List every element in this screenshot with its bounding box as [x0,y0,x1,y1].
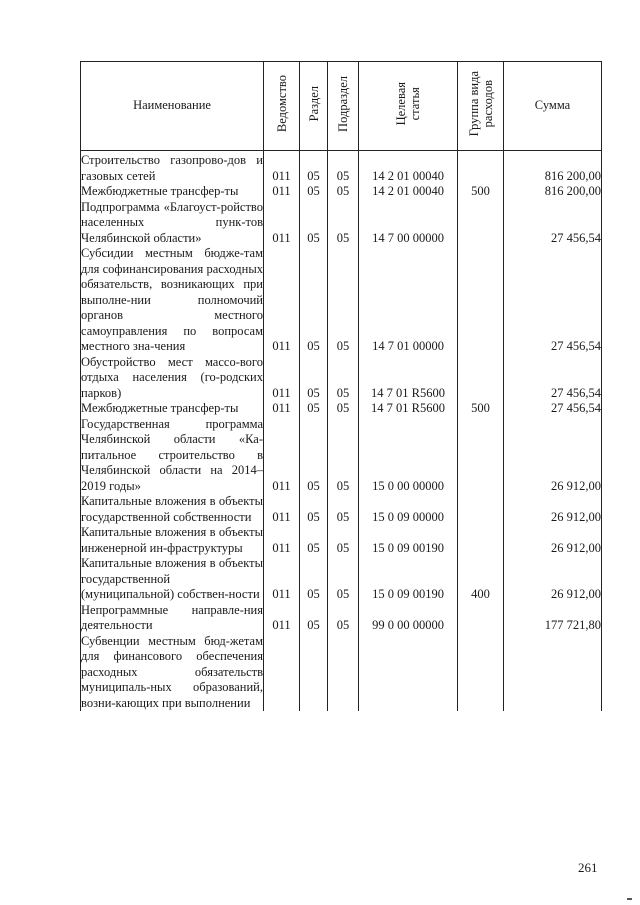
row-group: 500 [458,184,504,200]
header-subsection: Подраздел [328,62,359,151]
row-name: Капитальные вложения в объекты государственной собственности [81,494,263,524]
row-group [458,246,504,355]
row-section: 05 [300,151,328,185]
table-row [81,556,602,603]
row-subsection: 05 [328,494,359,525]
table-row [81,355,602,402]
row-sum: 26 912,00 [504,494,602,525]
row-subsection: 05 [328,355,359,402]
table-row [81,525,602,556]
row-section: 05 [300,200,328,247]
row-sum: 26 912,00 [504,525,602,556]
header-target: Целевая статья [359,62,458,151]
row-dept: 011 [264,184,300,200]
row-subsection: 05 [328,184,359,200]
row-target: 14 2 01 00040 [359,151,458,185]
row-name: Капитальные вложения в объекты инженерной ин-фраструктуры [81,525,263,555]
row-name: Субвенции местным бюд-жетам для финансового обеспечения расходных обязательств муниципаль-ных образований, возни-кающих при выполнении [81,633,263,710]
row-subsection: 05 [328,417,359,495]
table-row [81,401,602,417]
row-dept: 011 [264,494,300,525]
row-dept: 011 [264,355,300,402]
row-subsection: 05 [328,401,359,417]
table-row [81,151,602,185]
row-name: Строительство газопрово-дов и газовых сетей [81,151,264,185]
row-group [458,494,504,525]
page-number: 261 [578,860,598,875]
table-row [81,634,602,712]
table-header-row [81,62,602,151]
row-name: Непрограммные направле-ния деятельности [81,602,263,632]
row-sum: 26 912,00 [504,417,602,495]
row-group [458,200,504,247]
row-target: 14 7 01 R5600 [359,401,458,417]
row-sum: 27 456,54 [504,355,602,402]
row-group [458,634,504,712]
row-target: 15 0 09 00190 [359,556,458,603]
row-target [359,634,458,712]
header-dept: Ведомство [264,62,300,151]
table-row [81,603,602,634]
row-subsection: 05 [328,246,359,355]
row-section: 05 [300,246,328,355]
row-target: 14 7 00 00000 [359,200,458,247]
row-name: Капитальные вложения в объекты государственной (муниципальной) собствен-ности [81,556,263,601]
row-group [458,603,504,634]
table-row [81,184,602,200]
row-dept: 011 [264,246,300,355]
row-dept: 011 [264,603,300,634]
row-section: 05 [300,603,328,634]
row-group: 500 [458,401,504,417]
scan-mark [627,898,632,900]
row-target: 15 0 00 00000 [359,417,458,495]
row-target: 99 0 00 00000 [359,603,458,634]
header-section: Раздел [300,62,328,151]
row-section: 05 [300,417,328,495]
row-section: 05 [300,525,328,556]
row-target: 14 7 01 R5600 [359,355,458,402]
row-sum: 26 912,00 [504,556,602,603]
row-subsection: 05 [328,603,359,634]
row-group [458,417,504,495]
row-sum: 27 456,54 [504,246,602,355]
row-subsection: 05 [328,200,359,247]
row-section: 05 [300,494,328,525]
row-subsection: 05 [328,525,359,556]
row-sum: 816 200,00 [504,184,602,200]
row-section: 05 [300,401,328,417]
header-exp-group: Группа вида расходов [458,62,504,151]
header-sum: Сумма [504,62,602,151]
row-dept: 011 [264,417,300,495]
row-group: 400 [458,556,504,603]
row-dept: 011 [264,200,300,247]
row-target: 15 0 09 00190 [359,525,458,556]
header-name: Наименование [81,62,264,151]
row-subsection [328,634,359,712]
row-dept: 011 [264,401,300,417]
row-sum: 177 721,80 [504,603,602,634]
row-sum [504,634,602,712]
row-dept: 011 [264,151,300,185]
row-section: 05 [300,556,328,603]
row-section: 05 [300,184,328,200]
row-dept [264,634,300,712]
row-dept: 011 [264,525,300,556]
budget-table [80,61,602,711]
row-sum: 27 456,54 [504,401,602,417]
table-row [81,417,602,495]
row-sum: 816 200,00 [504,151,602,185]
table-row [81,246,602,355]
row-group [458,525,504,556]
row-subsection: 05 [328,556,359,603]
row-name: Межбюджетные трансфер-ты [81,401,264,417]
row-name: Подпрограмма «Благоуст-ройство населенных пунк-тов Челябинской области» [81,199,263,245]
row-group [458,151,504,185]
row-sum: 27 456,54 [504,200,602,247]
row-section: 05 [300,355,328,402]
table-row [81,494,602,525]
row-name: Межбюджетные трансфер-ты [81,184,264,200]
row-name: Обустройство мест массо-вого отдыха населения (го-родских парков) [81,354,263,400]
row-dept: 011 [264,556,300,603]
row-name: Государственная программа Челябинской области «Ка-питальное строительство в Челябинской области на 2014–2019 годы» [81,416,263,493]
row-section [300,634,328,712]
row-name: Субсидии местным бюдже-там для софинансирования расходных обязательств, возникающих при выполне-нии полномочий органов местного самоуправления по вопросам местного зна-чения [81,246,263,353]
row-target: 15 0 09 00000 [359,494,458,525]
row-target: 14 2 01 00040 [359,184,458,200]
row-target: 14 7 01 00000 [359,246,458,355]
row-group [458,355,504,402]
table-row [81,200,602,247]
row-subsection: 05 [328,151,359,185]
